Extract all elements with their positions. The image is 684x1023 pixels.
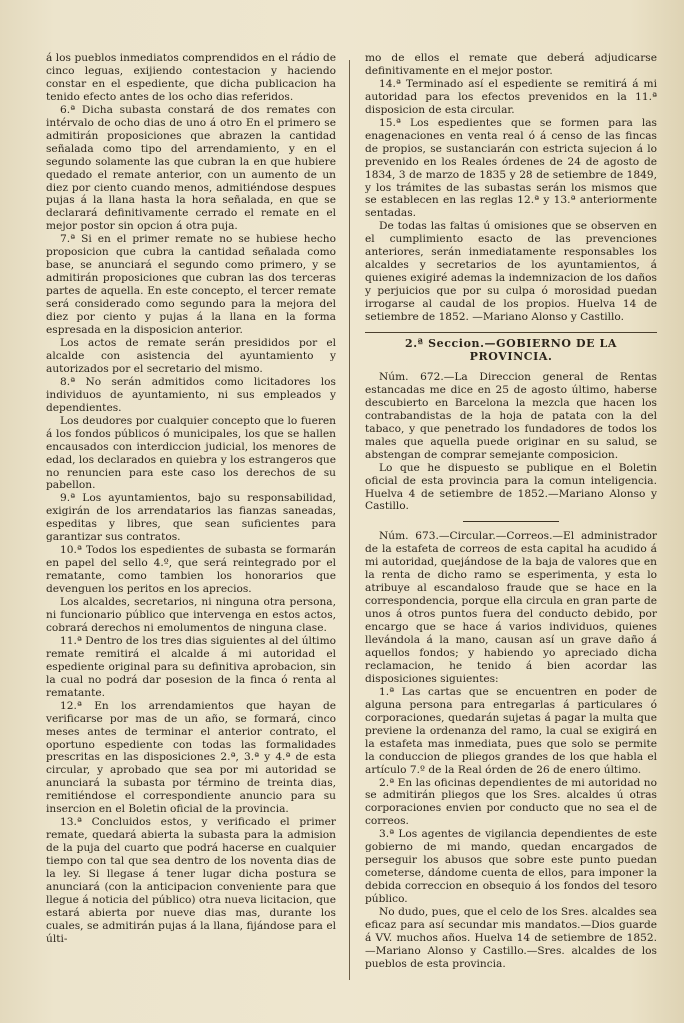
paragraph: 9.ª Los ayuntamientos, bajo su responsabilidad, exigirán de los arrendatarios las fianzas saneadas, espeditas y libres, que sean suficientes para garantizar sus contratos. — [46, 492, 336, 544]
paragraph: Núm. 672.—La Direccion general de Rentas estancadas me dice en 25 de agosto último, haberse descubierto en Barcelona la mezcla que hacen los contrabandistas de la hoja de patata con la del tabaco, y que penetrado los fundadores de todos los males que aquella puede originar en su salud, se abstengan de comprar semejante composicion. — [365, 370, 657, 461]
paragraph: mo de ellos el remate que deberá adjudicarse definitivamente en el mejor postor. — [365, 52, 657, 77]
paragraph: 12.ª En los arrendamientos que hayan de verificarse por mas de un año, se formará, cinco meses antes de terminar el anterior contrato, el oportuno espediente con todas las formalidades prescritas en las disposiciones 2.ª, 3.ª y 4.ª de esta circular, y aprobado que sea por mi autoridad se anunciará la subasta por término de treinta dias, remitiéndose el correspondiente anuncio para su insercion en el Boletin oficial de la provincia. — [46, 699, 336, 816]
paragraph: á los pueblos inmediatos comprendidos en el rádio de cinco leguas, exijiendo contestacion y haciendo constar en el espediente, que dicha publicacion ha tenido efecto antes de los ocho dias referidos. — [46, 52, 336, 103]
left-column — [46, 52, 336, 946]
notice-672 — [365, 371, 657, 513]
paragraph: 15.ª Los espedientes que se formen para las enagenaciones en venta real ó á censo de las fincas de propios, se sustanciarán con estricta sujecion á lo prevenido en los Reales órdenes de 24 de agosto de 1834, 3 de marzo de 1835 y 28 de setiembre de 1849, y los trámites de las subastas serán los mismos que se establecen en las reglas 12.ª y 13.ª anteriormente sentadas. — [365, 116, 657, 220]
paragraph: Los deudores por cualquier concepto que lo fueren á los fondos públicos ó municipales, los que se hallen encausados con interdiccion judicial, los menores de edad, los declarados en quiebra y los estrangeros que no renuncien para este caso los derechos de su pabellon. — [46, 414, 336, 492]
paragraph: Los alcaldes, secretarios, ni ninguna otra persona, ni funcionario público que intervenga en estos actos, cobrará derechos ni emolumentos de ninguna clase. — [46, 596, 336, 634]
paragraph: De todas las faltas ú omisiones que se observen en el cumplimiento esacto de las prevenciones anteriores, serán inmediatamente responsables los alcaldes y secretarios de los ayuntamientos, á quienes exigiré ademas la indemnizacion de los daños y perjuicios que por su culpa ó morosidad puedan irrogarse al caudal de los propios. Huelva 14 de setiembre de 1852. —Mariano Alonso y Castillo. — [365, 220, 657, 324]
notice-673 — [365, 530, 657, 970]
paragraph: No dudo, pues, que el celo de los Sres. alcaldes sea eficaz para así secundar mis mandatos.—Dios guarde á VV. muchos años. Huelva 14 de setiembre de 1852.—Mariano Alonso y Castillo.—Sres. alcaldes de los pueblos de esta provincia. — [365, 906, 657, 970]
paragraph: 13.ª Concluidos estos, y verificado el primer remate, quedará abierta la subasta para la admision de la puja del cuarto que podrá hacerse en cualquier tiempo con tal que sea dentro de los noventa dias de la ley. Si llegase á tener lugar dicha postura se anunciará (con la anticipacion conveniente para que llegue á noticia del público) otra nueva licitacion, que estará abierta por nueve dias mas, durante los cuales, se admitirán pujas á la llana, fijándose para el últi- — [46, 816, 336, 945]
paragraph: Los actos de remate serán presididos por el alcalde con asistencia del ayuntamiento y autorizados por el secretario del mismo. — [46, 336, 336, 375]
paragraph: 2.ª En las oficinas dependientes de mi autoridad no se admitirán pliegos que los Sres. alcaldes ú otras corporaciones envien por conducto que no sea el de correos. — [365, 776, 657, 828]
section-heading: 2.ª Seccion.—GOBIERNO DE LA PROVINCIA. — [365, 332, 657, 364]
paragraph: 1.ª Las cartas que se encuentren en poder de alguna persona para entregarlas á particulares ó corporaciones, quedarán sujetas á pagar la multa que previene la ordenanza del ramo, la cual se exigirá en la estafeta mas inmediata, pues que solo se permite la conduccion de pliegos grandes de los que habla el artículo 7.º de la Real órden de 26 de enero último. — [365, 685, 657, 776]
paragraph: 8.ª No serán admitidos como licitadores los individuos de ayuntamiento, ni sus empleados y dependientes. — [46, 375, 336, 414]
paragraph: 11.ª Dentro de los tres dias siguientes al del último remate remitirá el alcalde á mi autoridad el espediente original para su definitiva aprobacion, sin la cual no podrá dar posesion de la finca ó renta al rematante. — [46, 634, 336, 699]
paragraph: 6.ª Dicha subasta constará de dos remates con intérvalo de ocho dias de uno á otro En el primero se admitirán proposiciones que abrazen la cantidad señalada como tipo del arrendamiento, y en el segundo solamente las que cubran la en que hubiere quedado el remate anterior, con un aumento de un diez por ciento cuando menos, admitiéndose despues pujas á la llana hasta la hora señalada, en que se declarará definitivamente cerrado el remate en el mejor postor sin opcion á otra puja. — [46, 103, 336, 233]
paragraph: Núm. 673.—Circular.—Correos.—El administrador de la estafeta de correos de esta capital ha acudido á mi autoridad, quejándose de la baja de valores que en la renta de dicho ramo se esperimenta, y esta lo atribuye al escandaloso fraude que se hace en la correspondencia, porque ella circula en gran parte de unos á otros puntos fuera del conducto debido, por encargo que se hace á varios individuos, quienes llevándola á la mano, causan así un grave daño á aquellos fondos; y habiendo yo apreciado dicha reclamacion, he tenido á bien acordar las disposiciones siguientes: — [365, 530, 657, 685]
right-column-top-text — [365, 52, 657, 324]
paragraph: 3.ª Los agentes de vigilancia dependientes de este gobierno de mi mando, quedan encargados de perseguir los abusos que sobre este punto puedan cometerse, dándome cuenta de ellos, para imponer la debida correccion en obsequio á los fondos del tesoro público. — [365, 828, 657, 906]
paragraph: 14.ª Terminado así el espediente se remitirá á mi autoridad para los efectos prevenidos en la 11.ª disposicion de esta circular. — [365, 77, 657, 116]
paragraph: Lo que he dispuesto se publique en el Boletin oficial de esta provincia para la comun inteligencia. Huelva 4 de setiembre de 1852.—Mariano Alonso y Castillo. — [365, 461, 657, 513]
separator-rule — [463, 521, 559, 522]
paragraph: 7.ª Si en el primer remate no se hubiese hecho proposicion que cubra la cantidad señalada como base, se anunciará el segundo como primero, y se admitirán proposiciones que cubran las dos terceras partes de aquella. En este concepto, el tercer remate será considerado como segundo para la mejora del diez por ciento y pujas á la llana en la forma espresada en la disposicion anterior. — [46, 233, 336, 337]
paragraph: 10.ª Todos los espedientes de subasta se formarán en papel del sello 4.º, que será reintegrado por el rematante, como tambien los honorarios que devenguen los peritos en los aprecios. — [46, 544, 336, 596]
column-divider — [349, 60, 350, 980]
right-column — [365, 52, 657, 971]
